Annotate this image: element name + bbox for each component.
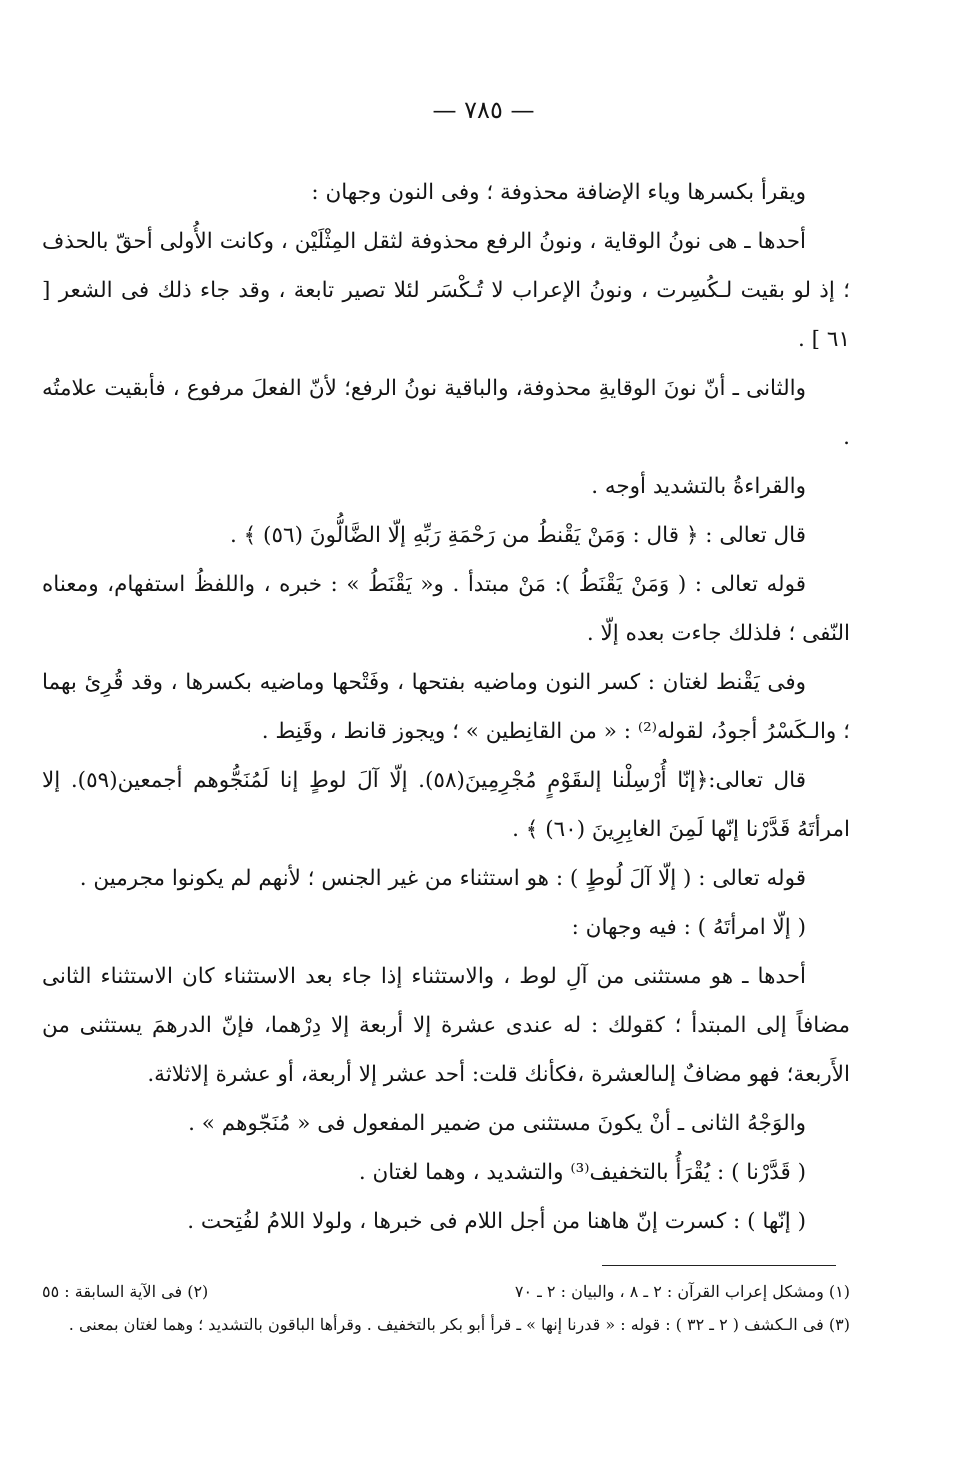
paragraph-preferred-reading: والقراءةُ بالتشديد أوجه . (591, 474, 806, 499)
paragraph-second-view: والثانى ـ أنّ نونَ الوقايةِ محذوفة، والباقية نونُ الرفع؛ لأنّ الفعلَ مرفوع ، فأبقيت علامتُه . (42, 376, 850, 450)
footnotes (42, 1275, 850, 1341)
footnote-2: (٢) فى الآية السابقة : ٥٥ (42, 1282, 209, 1301)
paragraph-exception-second: والوَجْهُ الثانى ـ أنْ يكونَ مستثنى من ضمير المفعول فى « مُنَجّوهم » . (188, 1111, 806, 1136)
paragraph-exception-first: أحدها ـ هو مستثنى من آلِ لوط ، والاستثناء إذا جاء بعد الاستثناء كان الاستثناء الثانى مضافاً إلى المبتدأ ؛ كقولك : له عندى عشرة إلا أربعة إلا دِرْهما، فإنّ الدرهمَ يستثنى من الأَربعة؛ فهو مضافٌ إلىالعشرة ،فكأنك قلت: أحد عشر إلا أربعة، أو عشرة إلاثلاثة. (42, 964, 850, 1087)
paragraph-al-lut: قوله تعالى : ( إلّا آلَ لُوطٍ ) : هو استثناء من غير الجنس ؛ لأنهم لم يكونوا مجرمين . (79, 866, 806, 891)
footnote-1: (١) ومشكل إعراب القرآن : ٢ ـ ٨ ، والبيان : ٢ ـ ٧٠ (514, 1282, 850, 1301)
paragraph-yaqnat-dialects: وفى يَقْنط لغتان : كسر النون وماضيه بفتحها ، وفَتْحها وماضيه بكسرها ، وقد قُرِئ بهما ؛ والـكَسْرُ أجودُ، لقوله⁽²⁾ : « من القانِطين » ؛ ويجوز قانط ، وقَنِط . (42, 670, 850, 744)
paragraph-yaqnat-grammar: قوله تعالى : ( وَمَنْ يَقْنَطُ ): مَنْ مبتدأ . و« يَقْنَطُ » : خبره ، واللفظُ استفهام، ومعناه النّفى ؛ فلذلك جاءت بعده إلّا . (42, 572, 850, 646)
main-text (42, 168, 850, 1246)
verse-56: قال تعالى : ﴿ قال : وَمَنْ يَقْنطُ من رَحْمَةِ رَبِّهِ إلّا الضَّالُّونَ (٥٦) ﴾ . (229, 523, 806, 548)
paragraph-imraatahu: ( إلّا امرأتَهُ ) : فيه وجهان : (571, 915, 806, 940)
footnote-row-1-2 (42, 1275, 850, 1308)
paragraph-first-view: أحدها ـ هى نونُ الوقاية ، ونونُ الرفع محذوفة لثقل المِثْلَيْن ، وكانت الأُولى أحقّ بالحذف ؛ إذ لو بقيت لـكُسِرت ، ونونُ الإعراب لا تُـكْسَر لئلا تصير تابعة ، وقد جاء ذلك فى الشعر [ ٦١ ] . (42, 229, 850, 352)
verses-58-60: قال تعالى:﴿إنّا أُرْسِلْنا إلىقَوْمٍ مُجْرِمِينَ(٥٨). إلّا آلَ لوطٍ إنا لَمُنَجُّوهم أجمعين(٥٩). إلا امرأتَهُ قَدَّرْنا إنّها لَمِنَ الغابِرِينَ (٦٠) ﴾ . (42, 768, 850, 842)
footnote-divider (602, 1265, 836, 1266)
paragraph-reading: ويقرأ بكسرها وياء الإضافة محذوفة ؛ وفى النون وجهان : (311, 180, 806, 205)
page-number: — ٧٨٥ — (432, 96, 535, 124)
paragraph-qaddarna: ( قَدَّرْنا ) : يُقْرَأُ بالتخفيف⁽³⁾ والتشديد ، وهما لغتان . (358, 1160, 806, 1185)
footnote-3: (٣) فى الـكشف ( ٢ ـ ٣٢ ) : قوله : « قدرنا إنها » ـ قرأ أبو بكر بالتخفيف . وقرأها الباقون بالتشديد ؛ وهما لغتان بمعنى . (68, 1315, 850, 1334)
paragraph-innaha: ( إنّها ) : كسرت إنّ هاهنا من أجل اللام فى خبرها ، ولولا اللامُ لفُتِحت . (187, 1209, 806, 1234)
